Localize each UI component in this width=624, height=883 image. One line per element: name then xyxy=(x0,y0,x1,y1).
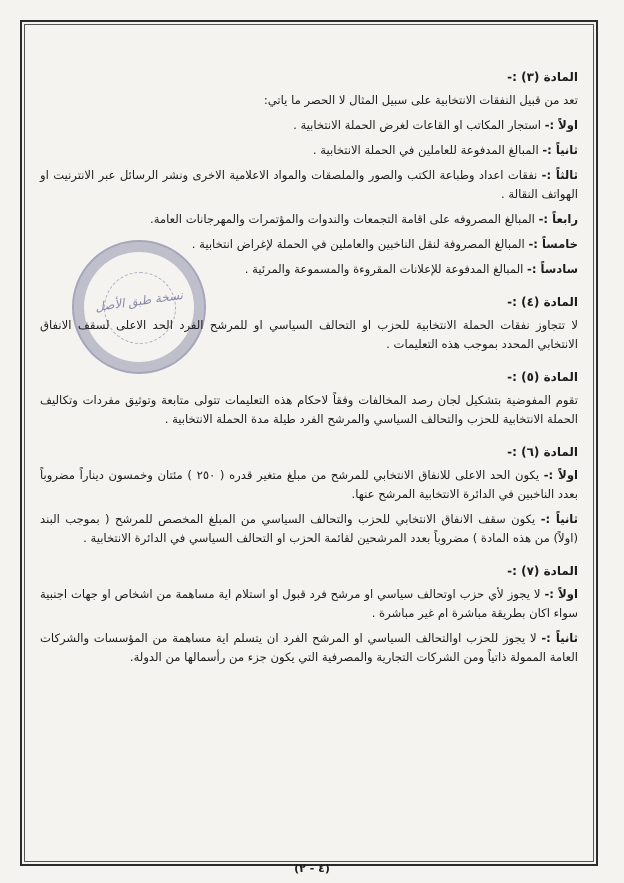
paragraph-lead: خامساً :- xyxy=(528,237,578,251)
article-paragraph xyxy=(40,91,578,110)
paragraph-lead: سادساً :- xyxy=(527,262,578,276)
paragraph-text: المبالغ المدفوعة للعاملين في الحملة الانتخابية . xyxy=(312,143,539,157)
article-paragraph xyxy=(40,510,578,548)
paragraph-text: استجار المكاتب او القاعات لغرض الحملة الانتخابية . xyxy=(293,118,541,132)
article-paragraph xyxy=(40,585,578,623)
article-paragraph xyxy=(40,391,578,429)
paragraph-lead: رابعاً :- xyxy=(538,212,578,226)
article-paragraph xyxy=(40,210,578,229)
article-5 xyxy=(40,368,578,429)
article-paragraph xyxy=(40,466,578,504)
article-6 xyxy=(40,443,578,548)
article-paragraph xyxy=(40,141,578,160)
paragraph-lead: ثانياً :- xyxy=(542,143,578,157)
article-title: المادة (٤) :- xyxy=(507,295,578,309)
article-title: المادة (٥) :- xyxy=(507,370,578,384)
article-paragraph xyxy=(40,235,578,254)
paragraph-text: يكون الحد الاعلى للانفاق الانتخابي للمرشح من مبلغ متغير قدره ( ٢٥٠ ) مئتان وخمسون ديناراً مضروباً بعدد الناخبين في الدائرة الانتخابية المرشح عنها. xyxy=(40,468,578,501)
article-paragraph xyxy=(40,629,578,667)
paragraph-text: تعد من قبيل النفقات الانتخابية على سبيل المثال لا الحصر ما ياتي: xyxy=(263,93,578,107)
paragraph-lead: اولاً :- xyxy=(544,118,578,132)
page-number: (٤ - ٢) xyxy=(294,862,330,875)
article-title: المادة (٧) :- xyxy=(507,564,578,578)
stamp-text: نسخة طبق الأصل xyxy=(94,287,184,315)
document-body xyxy=(40,68,578,681)
paragraph-text: لا يجوز لأي حزب اوتحالف سياسي او مرشح فرد قبول او استلام اية مساهمة من اشخاص او جهات اجنبية سواء اكان بطريقة مباشرة ام غير مباشرة . xyxy=(40,587,578,620)
paragraph-lead: ثالثاً :- xyxy=(541,168,578,182)
paragraph-text: المبالغ المصروفه على اقامة التجمعات والندوات والمؤتمرات والمهرجانات العامة. xyxy=(150,212,535,226)
article-paragraph xyxy=(40,166,578,204)
article-7 xyxy=(40,562,578,667)
paragraph-text: تقوم المفوضية بتشكيل لجان رصد المخالفات وفقاً لاحكام هذه التعليمات تتولى متابعة وتوثيق مفردات وتكاليف الحملة الانتخابية للحزب والتحالف السياسي والمرشح الفرد طيلة مدة الحملة الانتخابية . xyxy=(40,393,578,426)
article-paragraph xyxy=(40,116,578,135)
paragraph-lead: ثانياً :- xyxy=(540,512,579,526)
article-title: المادة (٣) :- xyxy=(507,70,578,84)
article-paragraph xyxy=(40,260,578,279)
paragraph-lead: اولاً :- xyxy=(544,587,578,601)
article-3 xyxy=(40,68,578,279)
paragraph-text: المبالغ المصروفة لنقل الناخبين والعاملين في الحملة لإغراض انتخابية . xyxy=(191,237,525,251)
paragraph-text: لا تتجاوز نفقات الحملة الانتخابية للحزب او التحالف السياسي او للمرشح الفرد الحد الاعلى لسقف الانفاق الانتخابي المحدد بموجب هذه التعليمات . xyxy=(40,318,578,351)
article-paragraph xyxy=(40,316,578,354)
paragraph-text: نفقات اعداد وطباعة الكتب والصور والملصقات والمواد الاعلامية الاخرى ونشر الرسائل عبر الانترنيت او الهواتف النقالة . xyxy=(40,168,578,201)
paragraph-text: لا يجوز للحزب اوالتحالف السياسي او المرشح الفرد ان يتسلم اية مساهمة من المؤسسات والشركات العامة الممولة ذاتياً ومن الشركات التجارية والمصرفية التي يكون جزء من رأسمالها من الدولة. xyxy=(40,631,578,664)
paragraph-text: يكون سقف الانفاق الانتخابي للحزب والتحالف السياسي من المبلغ المخصص للمرشح ( بموجب البند (اولاً) من هذه المادة ) مضروباً بعدد المرشحين لقائمة الحزب او التحالف السياسي في الدائرة الانتخابية . xyxy=(40,512,578,545)
article-title: المادة (٦) :- xyxy=(507,445,578,459)
paragraph-lead: ثانياً :- xyxy=(541,631,578,645)
paragraph-text: المبالغ المدفوعة للإعلانات المقروءة والمسموعة والمرئية . xyxy=(244,262,524,276)
article-4 xyxy=(40,293,578,354)
paragraph-lead: اولاً :- xyxy=(543,468,578,482)
